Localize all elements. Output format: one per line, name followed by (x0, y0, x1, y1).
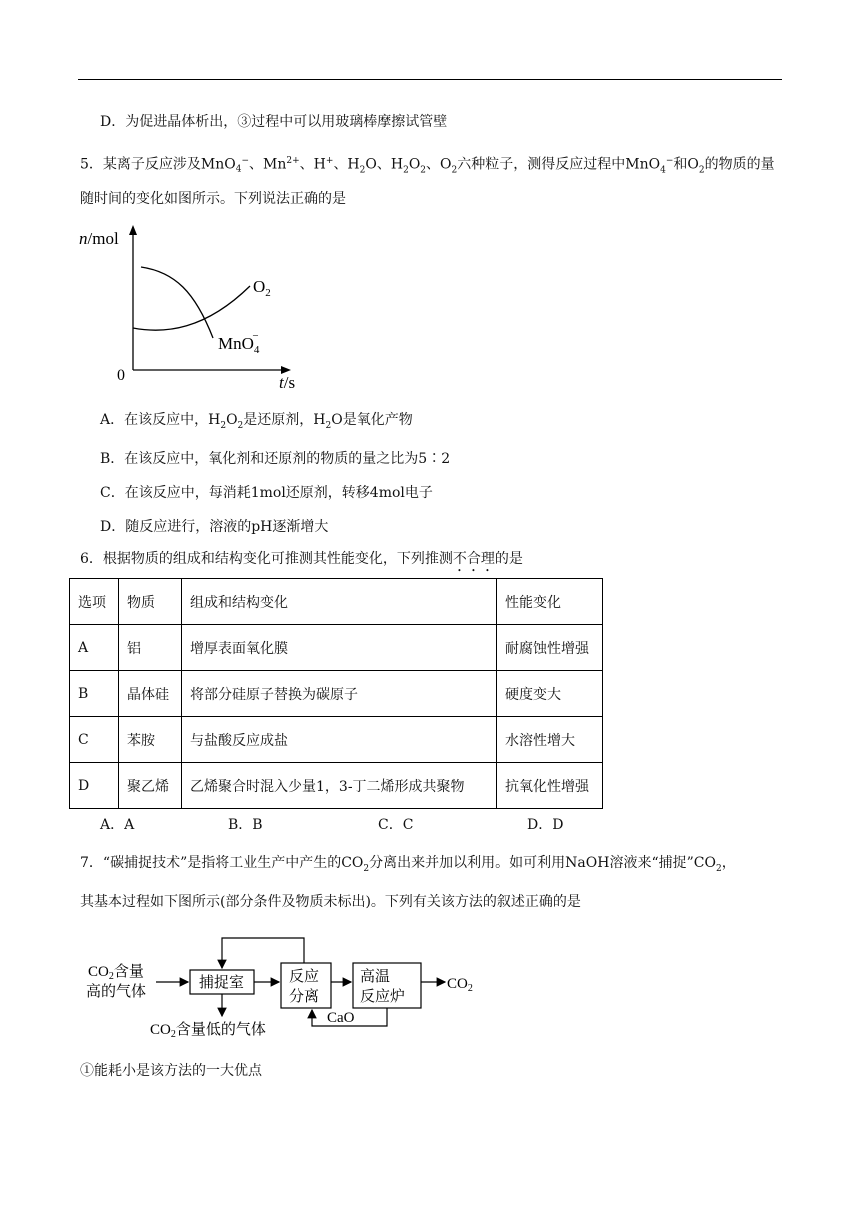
table-row (70, 625, 603, 671)
furnace-label-2: 反应炉 (360, 989, 406, 1005)
table-cell: 铝 (119, 625, 182, 671)
q5-option-c: C．在该反应中，每消耗1mol还原剂，转移4mol电子 (100, 485, 433, 501)
table-cell: 晶体硅 (119, 671, 182, 717)
table-header-row (70, 579, 603, 625)
q6-answer-c: C．C (378, 817, 414, 833)
reaction-separation-label-2: 分离 (289, 989, 320, 1005)
q6-emphasis: 不合理 (452, 551, 495, 567)
table-cell: D (70, 763, 119, 809)
o2-label: $O_2$ (253, 277, 271, 299)
header-cell: 选项 (70, 579, 119, 625)
table-cell: 乙烯聚合时混入少量1，3-丁二烯形成共聚物 (182, 763, 497, 809)
header-rule (78, 79, 782, 80)
table-cell: 抗氧化性增强 (497, 763, 603, 809)
table-row (70, 671, 603, 717)
q7-flow-diagram (80, 930, 500, 1045)
q6-answer-d: D．D (527, 817, 564, 833)
q6-table (69, 578, 603, 809)
capture-chamber-label: 捕捉室 (199, 975, 245, 991)
table-cell: 与盐酸反应成盐 (182, 717, 497, 763)
low-co2-gas-label: $CO_2$含量低的气体 (150, 1022, 266, 1040)
origin-label: 0 (117, 367, 125, 384)
q5-stem-line1: 5．某离子反应涉及MnO$_4$−、$Mn^{2+}$、H+、$H_2O$、$H_2O_2$、$O_2$六种粒子，测得反应过程中MnO$_4$−和$O_2$的物质的量 (80, 156, 775, 176)
q7-stem-line1: 7．“碳捕捉技术”是指将工业生产中产生的$CO_2$分离出来并加以利用。如可利用NaOH溶液来“捕捉$”CO_2$， (80, 855, 736, 874)
q6-answer-a: A．A (100, 817, 135, 833)
y-axis-arrow (129, 225, 137, 235)
reaction-separation-label-1: 反应 (289, 969, 320, 985)
table-cell: C (70, 717, 119, 763)
header-cell: 物质 (119, 579, 182, 625)
q7-item1: ①能耗小是该方法的一大优点 (80, 1063, 262, 1079)
table-cell: B (70, 671, 119, 717)
furnace-label-1: 高温 (360, 969, 391, 985)
mno4-label: MnO$_4$− (218, 330, 260, 356)
q5-option-a: A．在该反应中，$H_2O_2$是还原剂，$H_2O$是氧化产物 (100, 412, 413, 431)
y-axis-label: n/mol (79, 229, 119, 248)
table-cell: 苯胺 (119, 717, 182, 763)
header-cell: 组成和结构变化 (182, 579, 497, 625)
o2-curve (133, 286, 250, 330)
header-cell: 性能变化 (497, 579, 603, 625)
table-row (70, 717, 603, 763)
cao-label: CaO (327, 1010, 355, 1026)
mno4-curve (141, 267, 213, 338)
q4-option-d: D．为促进晶体析出，③过程中可以用玻璃棒摩擦试管壁 (100, 114, 448, 130)
q6-stem: 6．根据物质的组成和结构变化可推测其性能变化，下列推测不合理的是 (80, 551, 523, 567)
input-gas-label-2: 高的气体 (86, 984, 147, 1000)
output-co2-label: $CO_2$ (447, 976, 473, 994)
input-gas-label-1: $CO_2$含量 (88, 964, 144, 982)
table-cell: 耐腐蚀性增强 (497, 625, 603, 671)
table-cell: 将部分硅原子替换为碳原子 (182, 671, 497, 717)
table-cell: 聚乙烯 (119, 763, 182, 809)
q5-graph (75, 222, 295, 392)
x-axis-label: t/s (279, 373, 295, 392)
table-cell: A (70, 625, 119, 671)
q5-stem-line2: 随时间的变化如图所示。下列说法正确的是 (80, 191, 346, 207)
table-row (70, 763, 603, 809)
q5-option-b: B．在该反应中，氧化剂和还原剂的物质的量之比为5∶2 (100, 451, 451, 467)
table-cell: 水溶性增大 (497, 717, 603, 763)
q7-stem-line2: 其基本过程如下图所示(部分条件及物质未标出)。下列有关该方法的叙述正确的是 (80, 894, 581, 910)
q5-option-d: D．随反应进行，溶液的pH逐渐增大 (100, 519, 329, 535)
table-cell: 增厚表面氧化膜 (182, 625, 497, 671)
table-cell: 硬度变大 (497, 671, 603, 717)
q6-answer-b: B．B (228, 817, 263, 833)
